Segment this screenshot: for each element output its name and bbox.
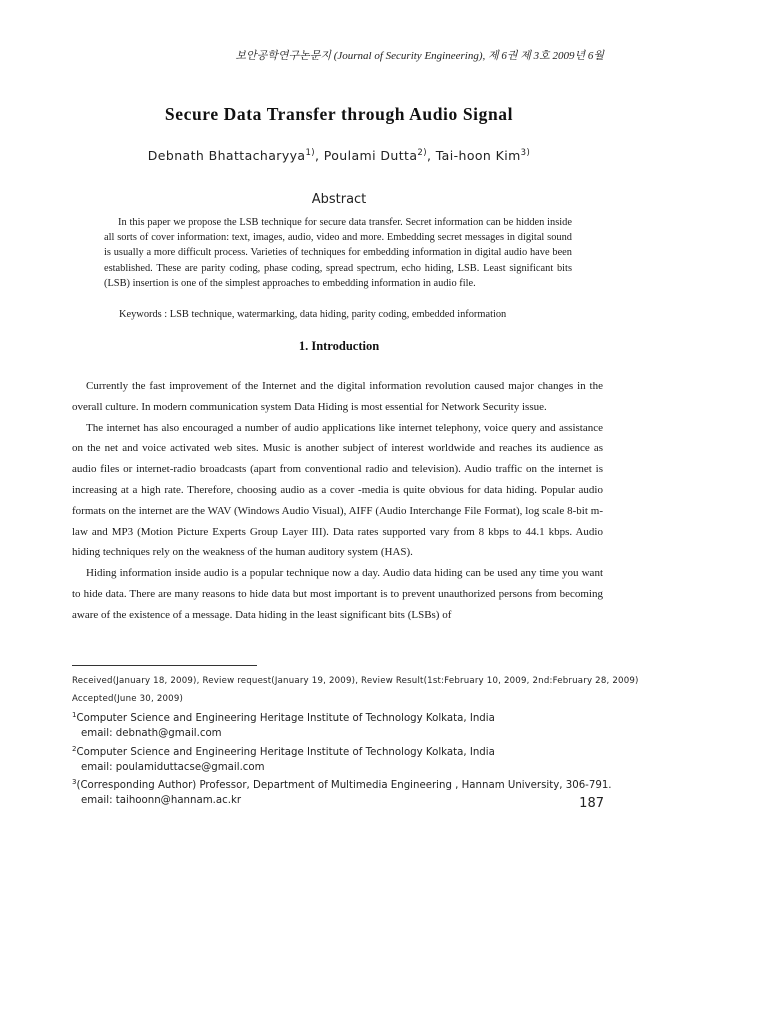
keywords: Keywords : LSB technique, watermarking, data hiding, parity coding, embedded information xyxy=(119,309,507,320)
affiliation-email: email: taihoonn@hannam.ac.kr xyxy=(81,795,242,807)
accepted-date: Accepted(June 30, 2009) xyxy=(72,694,184,704)
affiliation-line xyxy=(72,775,612,793)
footnote-divider xyxy=(72,665,257,666)
author-mark: 1) xyxy=(305,148,316,158)
affiliation-footnotes xyxy=(72,708,612,809)
author-name: Poulami Dutta xyxy=(323,148,418,163)
paper-title: Secure Data Transfer through Audio Signal xyxy=(164,104,514,124)
footnote-dates xyxy=(72,672,639,708)
author-separator: , xyxy=(426,148,436,163)
body-paragraph: The internet has also encouraged a number of audio applications like internet telephony, voice query and assistance on the net and voice activated web sites. Music is another subject of interest worldwide and reaches its audience as audio files or internet-radio broadcasts (apart from conventional radio and television). Audio traffic on the internet is increasing at a high rate. Therefore, choosing audio as a cover -media is quite obvious for data hiding. Popular audio formats on the internet are the WAV (Windows Audio Visual), AIFF (Audio Interchange File Format), log scale 8-bit m-law and MP3 (Motion Picture Experts Group Layer III). Data rates supported vary from 8 kbps to 44.1 kbps. Audio hiding techniques rely on the weakness of the human auditory system (HAS). xyxy=(72,421,603,559)
abstract-text: In this paper we propose the LSB technique for secure data transfer. Secret information can be hidden inside all sorts of cover information: text, images, audio, video and more. Embedding secret messages in digital sound is usually a more difficult process. Varieties of techniques for embedding information in digital audio have been established. These are parity coding, phase coding, spread spectrum, echo hiding, LSB. Least significant bits (LSB) insertion is one of the simplest approaches to embedding information in audio file. xyxy=(104,217,572,289)
affiliation-text: Computer Science and Engineering Heritage Institute of Technology Kolkata, India xyxy=(76,713,495,724)
abstract-heading: Abstract xyxy=(311,192,367,207)
affiliation-mark: 1 xyxy=(72,711,77,719)
author-separator: , xyxy=(315,148,324,163)
affiliation-text: (Corresponding Author) Professor, Department of Multimedia Engineering , Hannam University, 306-791. xyxy=(76,780,612,792)
body-text xyxy=(72,376,603,626)
body-paragraph: Hiding information inside audio is a popular technique now a day. Audio data hiding can be used any time you want to hide data. There are many reasons to hide data but most important is to prevent unauthorized persons from becoming aware of the existence of a message. Data hiding in the least significant bits (LSBs) of xyxy=(72,567,603,621)
affiliation-line xyxy=(72,742,606,760)
author-list xyxy=(72,148,606,163)
page-number: 187 xyxy=(579,796,604,811)
affiliation-email: email: debnath@gmail.com xyxy=(81,728,222,740)
affiliation-mark: 2 xyxy=(72,744,77,753)
affiliation-email: email: poulamiduttacse@gmail.com xyxy=(81,761,265,773)
affiliation-mark: 3 xyxy=(72,778,77,787)
author-mark: 3) xyxy=(520,148,531,158)
affiliation-line xyxy=(72,708,606,726)
body-paragraph: Currently the fast improvement of the Internet and the digital information revolution caused major changes in the overall culture. In modern communication system Data Hiding is most essential for Network Security issue. xyxy=(72,380,603,413)
author-name: Tai-hoon Kim xyxy=(435,148,521,163)
affiliation-text: Computer Science and Engineering Heritage Institute of Technology Kolkata, India xyxy=(76,746,495,758)
author-name: Debnath Bhattacharyya xyxy=(147,148,306,163)
section-heading: 1. Introduction xyxy=(298,339,380,353)
author-mark: 2) xyxy=(417,148,427,158)
received-dates: Received(January 18, 2009), Review request(January 19, 2009), Review Result(1st:February 10, 2009, 2nd:February 28, 2009) xyxy=(72,676,639,686)
running-header: 보안공학연구논문지 (Journal of Security Engineering), 제 6권 제 3호 2009년 6월 xyxy=(235,50,604,62)
